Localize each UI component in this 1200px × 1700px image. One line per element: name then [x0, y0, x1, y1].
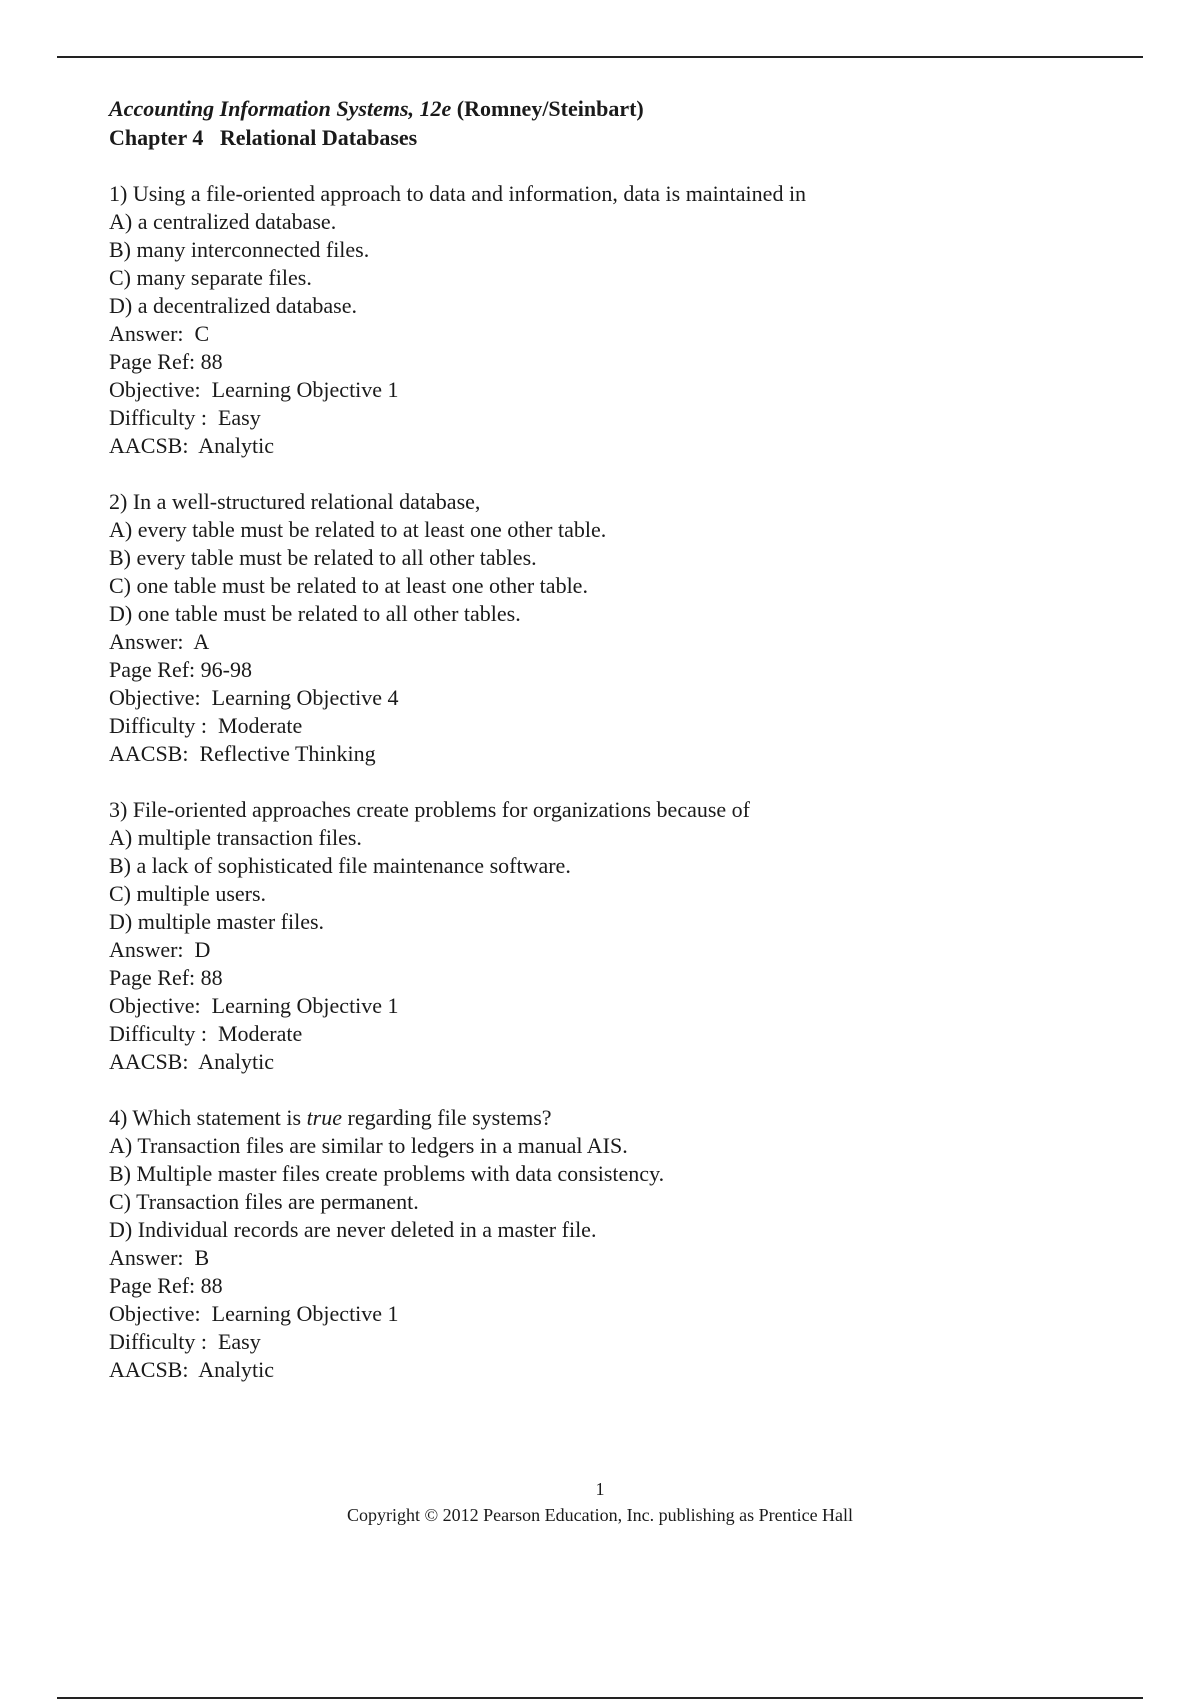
difficulty-level: Difficulty : Moderate — [109, 713, 303, 738]
aacsb-tag: AACSB: Analytic — [109, 1357, 275, 1382]
question-block — [109, 796, 1109, 1076]
answer-option: A) a centralized database. — [109, 209, 337, 234]
page-number: 1 — [595, 1479, 605, 1499]
top-rule — [57, 56, 1143, 58]
copyright-notice: Copyright © 2012 Pearson Education, Inc. publishing as Prentice Hall — [346, 1505, 854, 1525]
difficulty-level: Difficulty : Easy — [109, 1329, 261, 1354]
book-authors: (Romney/Steinbart) — [451, 96, 644, 121]
answer-option: D) multiple master files. — [109, 909, 325, 934]
question-stem-text: 4) Which statement is — [109, 1105, 307, 1130]
question-stem-text: 3) File-oriented approaches create problems for organizations because of — [109, 797, 750, 822]
question-list — [109, 180, 1109, 1384]
page-reference: Page Ref: 88 — [109, 965, 223, 990]
question-block — [109, 1104, 1109, 1384]
answer-option: C) one table must be related to at least one other table. — [109, 573, 588, 598]
answer-option: A) multiple transaction files. — [109, 825, 362, 850]
difficulty-level: Difficulty : Easy — [109, 405, 261, 430]
question-stem-emphasis: true — [306, 1105, 343, 1130]
learning-objective: Objective: Learning Objective 1 — [109, 993, 399, 1018]
answer-option: C) multiple users. — [109, 881, 267, 906]
learning-objective: Objective: Learning Objective 1 — [109, 1301, 399, 1326]
aacsb-tag: AACSB: Reflective Thinking — [109, 741, 376, 766]
page-reference: Page Ref: 88 — [109, 1273, 223, 1298]
answer-option: C) many separate files. — [109, 265, 312, 290]
aacsb-tag: AACSB: Analytic — [109, 433, 275, 458]
answer-option: D) one table must be related to all other tables. — [109, 601, 521, 626]
question-block — [109, 180, 1109, 460]
answer-option: B) a lack of sophisticated file maintenance software. — [109, 853, 571, 878]
answer-option: D) a decentralized database. — [109, 293, 357, 318]
learning-objective: Objective: Learning Objective 1 — [109, 377, 399, 402]
answer-option: D) Individual records are never deleted in a master file. — [109, 1217, 597, 1242]
book-title-line — [109, 94, 1109, 123]
question-block — [109, 488, 1109, 768]
document-header — [109, 94, 1109, 152]
bottom-rule — [57, 1697, 1143, 1699]
question-stem — [109, 796, 1109, 824]
answer-option: B) every table must be related to all other tables. — [109, 545, 537, 570]
answer-key: Answer: A — [109, 629, 210, 654]
chapter-title: Chapter 4 Relational Databases — [109, 125, 418, 150]
page-reference: Page Ref: 88 — [109, 349, 223, 374]
learning-objective: Objective: Learning Objective 4 — [109, 685, 399, 710]
aacsb-tag: AACSB: Analytic — [109, 1049, 275, 1074]
answer-key: Answer: D — [109, 937, 211, 962]
answer-option: B) many interconnected files. — [109, 237, 370, 262]
answer-option: A) Transaction files are similar to ledgers in a manual AIS. — [109, 1133, 628, 1158]
answer-key: Answer: B — [109, 1245, 210, 1270]
question-stem-text: 2) In a well-structured relational database, — [109, 489, 481, 514]
page-content — [109, 94, 1109, 1384]
question-stem-text: 1) Using a file-oriented approach to data and information, data is maintained in — [109, 181, 807, 206]
answer-key: Answer: C — [109, 321, 210, 346]
difficulty-level: Difficulty : Moderate — [109, 1021, 303, 1046]
question-stem — [109, 180, 1109, 208]
answer-option: B) Multiple master files create problems with data consistency. — [109, 1161, 665, 1186]
answer-option: A) every table must be related to at least one other table. — [109, 517, 607, 542]
question-stem-text-end: regarding file systems? — [342, 1105, 552, 1130]
book-title: Accounting Information Systems, 12e — [109, 96, 452, 121]
answer-option: C) Transaction files are permanent. — [109, 1189, 419, 1214]
question-stem — [109, 1104, 1109, 1132]
question-stem — [109, 488, 1109, 516]
page-reference: Page Ref: 96-98 — [109, 657, 252, 682]
